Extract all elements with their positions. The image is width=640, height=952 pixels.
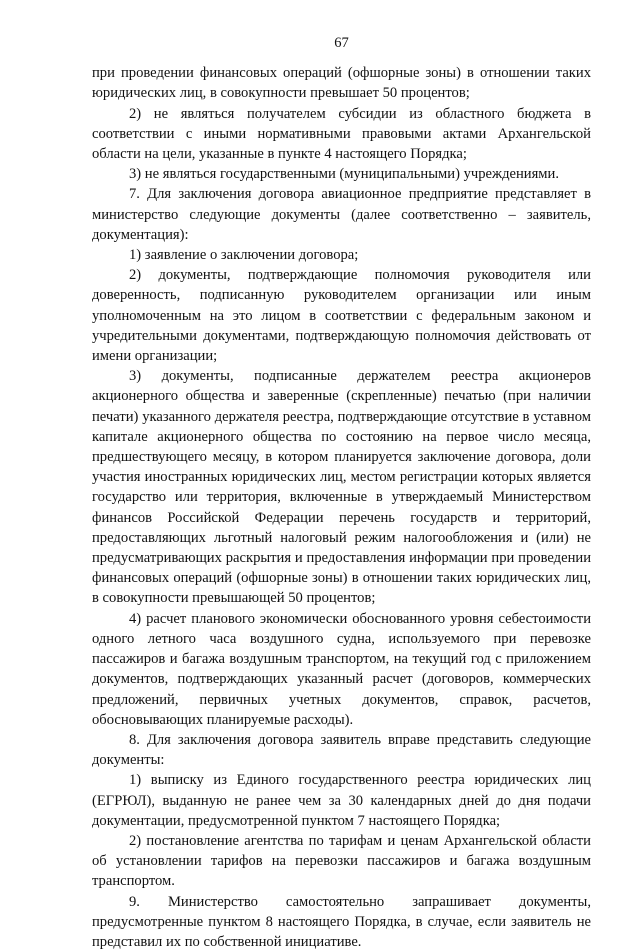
paragraph: 7. Для заключения договора авиационное предприятие представляет в министерство следующие документы (далее соответственно – заявитель, документация): xyxy=(92,186,591,243)
paragraph: при проведении финансовых операций (офшорные зоны) в отношении таких юридических лиц, в совокупности превышает 50 процентов; xyxy=(92,65,591,102)
paragraph: 2) не являться получателем субсидии из областного бюджета в соответствии с иными нормативными правовыми актами Архангельской области на цели, указанные в пункте 4 настоящего Порядка; xyxy=(92,105,591,163)
paragraph: 2) постановление агентства по тарифам и ценам Архангельской области об установлении тарифов на перевозки пассажиров и багажа воздушным транспортом. xyxy=(92,832,591,890)
paragraph: 4) расчет планового экономически обоснованного уровня себестоимости одного летного часа воздушного судна, используемого при перевозке пассажиров и багажа воздушным транспортом, на текущий год с приложением документов, подтверждающих указанный расчет (договоров, коммерческих предложений, первичных учетных документов, справок, расчетов, обосновывающих планируемые расходы). xyxy=(92,610,591,728)
document-body xyxy=(92,63,591,952)
paragraph: 8. Для заключения договора заявитель вправе представить следующие документы: xyxy=(92,731,591,769)
paragraph: 1) заявление о заключении договора; xyxy=(129,247,359,264)
paragraph: 2) документы, подтверждающие полномочия руководителя или доверенность, подписанную руководителем организации или иным уполномоченным на это лицом в соответствии с федеральным законом и учредительными документами, подтверждающую полномочия действовать от имени организации; xyxy=(92,267,591,365)
page-number: 67 xyxy=(334,35,349,51)
paragraph: 3) не являться государственными (муниципальными) учреждениями. xyxy=(129,166,559,183)
paragraph: 3) документы, подписанные держателем реестра акционеров акционерного общества и заверенные (скрепленные) печатью (при наличии печати) указанного держателя реестра, подтверждающие отсутствие в уставном капитале акционерного общества по состоянию на первое число месяца, предшествующего месяцу, в котором планируется заключение договора, доли участия иностранных юридических лиц, местом регистрации которых является государство или территория, включенные в утверждаемый Министерством финансов Российской Федерации перечень государств и территорий, предоставляющих льготный налоговый режим налогообложения и (или) не предусматривающих раскрытия и предоставления информации при проведении финансовых операций (офшорные зоны) в отношении таких юридических лиц, в совокупности превышающей 50 процентов; xyxy=(92,368,591,607)
paragraph: 9. Министерство самостоятельно запрашивает документы, предусмотренные пунктом 8 настоящего Порядка, в случае, если заявитель не представил их по собственной инициативе. xyxy=(92,893,591,950)
paragraph: 1) выписку из Единого государственного реестра юридических лиц (ЕГРЮЛ), выданную не ранее чем за 30 календарных дней до дня подачи документации, предусмотренной пунктом 7 настоящего Порядка; xyxy=(92,772,591,829)
